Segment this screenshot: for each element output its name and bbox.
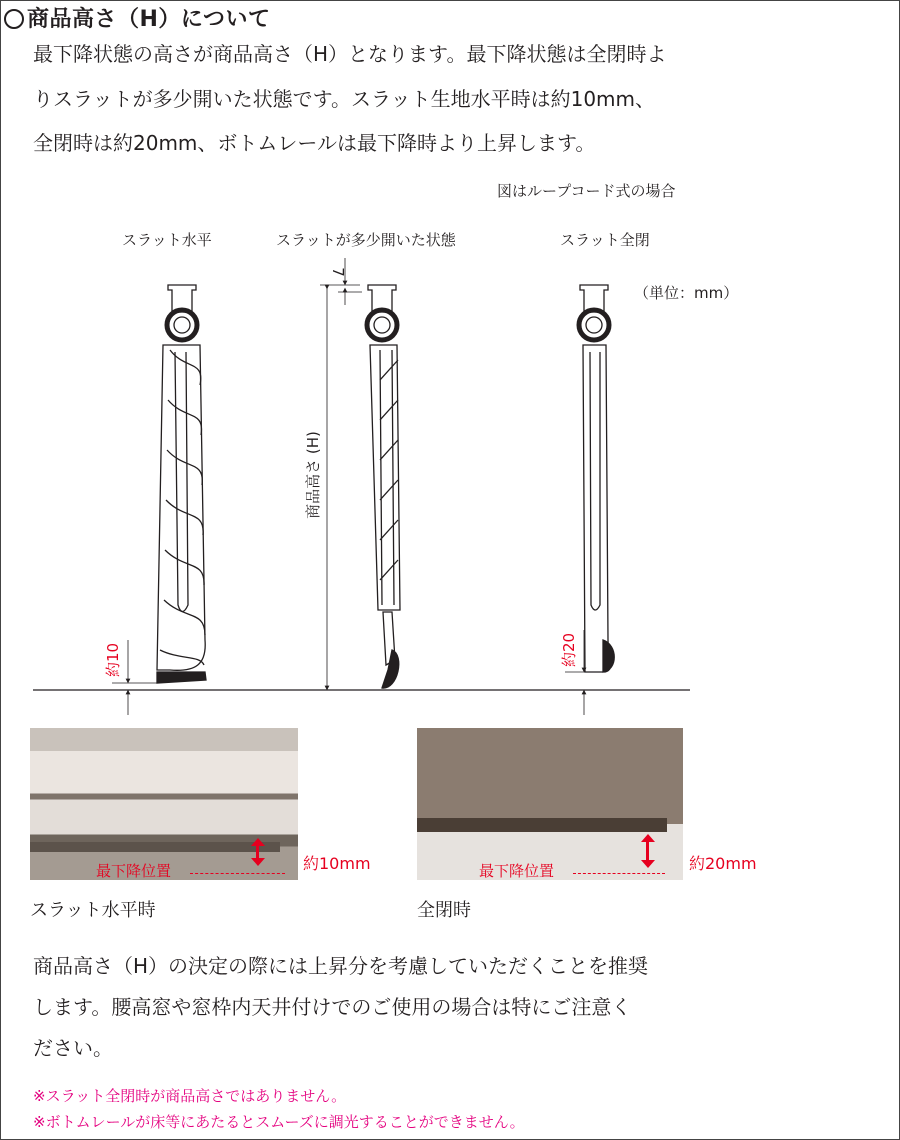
intro-line-3: 全閉時は約20mm、ボトムレールは最下降時より上昇します。 xyxy=(33,131,596,155)
dimension-20-label: 約20 xyxy=(560,632,578,668)
photo-fully-closed xyxy=(417,728,683,880)
lowest-position-line-right xyxy=(573,873,665,874)
dimension-height-label: 商品高さ (H) xyxy=(304,431,322,519)
blind-horizontal xyxy=(157,285,206,683)
blind-fully-closed xyxy=(579,285,614,672)
photo-caption-closed: 全閉時 xyxy=(417,900,471,921)
note-1: ※スラット全閉時が商品高さではありません。 xyxy=(33,1087,347,1105)
bottom-rail xyxy=(30,842,280,852)
photo-caption-horizontal: スラット水平時 xyxy=(30,900,156,921)
intro-line-1: 最下降状態の高さが商品高さ（H）となります。最下降状態は全閉時よ xyxy=(33,42,667,66)
blind-partially-open xyxy=(367,285,400,688)
lowest-position-label-left: 最下降位置 xyxy=(96,862,172,880)
lowest-position-label-right: 最下降位置 xyxy=(479,862,555,880)
dimension-10-label: 約10 xyxy=(104,642,122,678)
body-line-1: 商品高さ（H）の決定の際には上昇分を考慮していただくことを推奨 xyxy=(33,954,649,978)
arrow-20mm-icon xyxy=(645,834,651,868)
offset-label-20mm: 約20mm xyxy=(689,854,757,873)
unit-label: （単位：mm） xyxy=(634,284,739,302)
dimension-7-label: 7 xyxy=(329,267,347,277)
label-slat-partially-open: スラットが多少開いた状態 xyxy=(276,231,456,249)
intro-line-2: りスラットが多少開いた状態です。スラット生地水平時は約10mm、 xyxy=(33,87,656,111)
offset-label-10mm: 約10mm xyxy=(303,854,371,873)
lowest-position-line-left xyxy=(190,873,285,874)
section-title: 商品高さ（H）について xyxy=(27,7,271,32)
arrow-10mm-icon xyxy=(255,838,261,866)
note-2: ※ボトムレールが床等にあたるとスムーズに調光することができません。 xyxy=(33,1113,525,1131)
bottom-rail xyxy=(417,818,667,832)
photo-slat-horizontal xyxy=(30,728,298,880)
body-line-2: します。腰高窓や窓枠内天井付けでのご使用の場合は特にご注意く xyxy=(33,995,632,1019)
body-line-3: ださい。 xyxy=(33,1036,113,1060)
diagram-caption: 図はループコード式の場合 xyxy=(497,182,676,200)
label-slat-horizontal: スラット水平 xyxy=(122,231,212,249)
label-slat-closed: スラット全閉 xyxy=(560,231,650,249)
